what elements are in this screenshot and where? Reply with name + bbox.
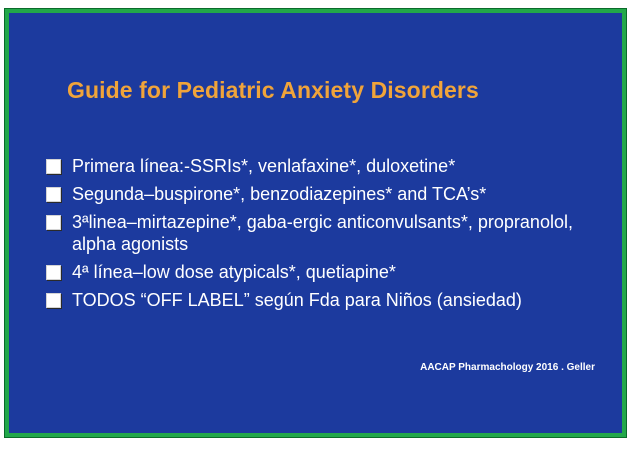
checkbox-icon	[46, 265, 61, 280]
bullet-item	[42, 155, 612, 177]
citation: AACAP Pharmachology 2016 . Geller	[420, 362, 595, 373]
bullet-text: 3ªlinea–mirtazepine*, gaba-ergic anticonvulsants*, propranolol, alpha agonists	[72, 212, 573, 254]
bullet-item	[42, 261, 612, 283]
checkbox-icon	[46, 293, 61, 308]
bullet-text: Segunda–buspirone*, benzodiazepines* and TCA’s*	[72, 184, 487, 204]
bullet-item	[42, 289, 612, 311]
bullet-item	[42, 183, 612, 205]
bullet-item	[42, 211, 612, 255]
checkbox-icon	[46, 187, 61, 202]
slide	[5, 9, 626, 437]
bullet-list	[42, 155, 612, 317]
checkbox-icon	[46, 215, 61, 230]
bullet-text: 4ª línea–low dose atypicals*, quetiapine*	[72, 262, 396, 282]
slide-title: Guide for Pediatric Anxiety Disorders	[67, 77, 479, 103]
checkbox-icon	[46, 159, 61, 174]
bullet-text: Primera línea:-SSRIs*, venlafaxine*, duloxetine*	[72, 156, 456, 176]
bullet-text: TODOS “OFF LABEL” según Fda para Niños (ansiedad)	[72, 290, 522, 310]
